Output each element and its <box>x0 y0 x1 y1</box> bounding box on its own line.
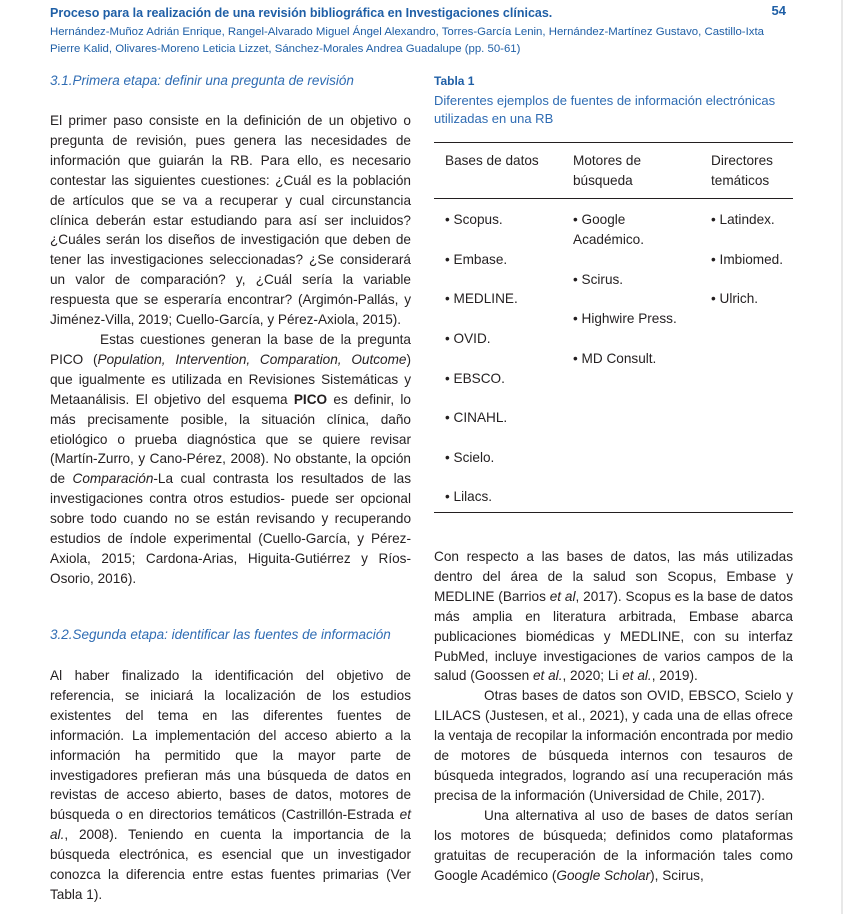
table-cell: • Scielo. <box>445 450 495 465</box>
table-cell: • Imbiomed. <box>711 252 783 267</box>
table-header-rule <box>434 198 793 199</box>
table-cell: • Embase. <box>445 252 508 267</box>
table-top-rule <box>434 142 793 143</box>
section-heading-1: 3.1.Primera etapa: definir una pregunta de revisión <box>50 73 354 88</box>
table-bottom-rule <box>434 512 793 513</box>
right-column-text <box>434 547 793 885</box>
paragraph: Con respecto a las bases de datos, las más utilizadas dentro del área de la salud son Scopus, Embase y MEDLINE (Barrios et al, 2017). Scopus es la base de datos más amplia en literatura arbitrada, Embase abarca publicaciones biomédicas y MEDLINE, con su interfaz PubMed, incluye investigaciones de varios campos de la salud (Goossen et al., 2020; Li et al., 2019). <box>434 549 793 684</box>
table-cell: • OVID. <box>445 331 491 346</box>
paragraph: Una alternativa al uso de bases de datos serían los motores de búsqueda; definidos como plataformas gratuitas de recuperación de la información tales como Google Académico (Google Scholar), Scirus, <box>434 807 793 883</box>
running-header-authors: Hernández-Muñoz Adrián Enrique, Rangel-Alvarado Miguel Ángel Alexandro, Torres-García Lenin, Hernández-Martínez Gustavo, Castillo-Ixta Pierre Kalid, Olivares-Moreno Leticia Lizzet, Sánchez-Morales Andrea Guadalupe (pp. 50-61) <box>50 26 764 55</box>
running-header-title: Proceso para la realización de una revisión bibliográfica en Investigaciones clínicas. <box>50 6 553 20</box>
table-label: Tabla 1 <box>434 74 475 88</box>
table-cell: • Scopus. <box>445 212 503 227</box>
table-caption: Diferentes ejemplos de fuentes de información electrónicas utilizadas en una RB <box>434 93 776 126</box>
table-header-cell: Directores temáticos <box>711 153 773 188</box>
table-cell: • Google Académico. <box>573 212 645 247</box>
table-header-cell: Motores de búsqueda <box>573 153 642 188</box>
paragraph: Al haber finalizado la identificación del objetivo de referencia, se iniciará la localización de los estudios existentes del tema en las diferentes fuentes de información. La implementación del acceso abierto a la información ha permitido que la mayor parte de investigadores prefieran más una búsqueda de datos en revistas de acceso abierto, bases de datos, motores de búsqueda o en directorios temáticos (Castrillón-Estrada et al., 2008). Teniendo en cuenta la importancia de la búsqueda electrónica, es esencial que un investigador conozca la diferencia entre estas fuentes primarias (Ver Tabla 1). <box>50 668 411 902</box>
table-cell: • Scirus. <box>573 272 624 287</box>
paragraph: Otras bases de datos son OVID, EBSCO, Scielo y LILACS (Justesen, et al., 2021), y cada una de ellas ofrece la ventaja de recopilar la información encontrada por medio de motores de búsqueda internos con tesauros de búsqueda integrados, logrando así una recuperación más precisa de la información (Universidad de Chile, 2017). <box>434 688 793 803</box>
table-cell: • MD Consult. <box>573 351 657 366</box>
left-column-section2 <box>50 666 411 905</box>
paragraph: El primer paso consiste en la definición de un objetivo o pregunta de revisión, pues genera las necesidades de información que guiarán la RB. Para ello, es necesario contestar las siguientes cuestiones: ¿Cuál es la población de artículos que se va a recuperar y cual circunstancia clínica deberán estar estudiando para así ser incluidos? ¿Cuáles serán los diseños de investigación que deben de tener las investigaciones seleccionadas? ¿Se considerará un valor de comparación? y, ¿Cuál sería la variable respuesta que se esperaría encontrar? (Argimón-Pallás, y Jiménez-Villa, 2019; Cuello-García, y Pérez-Axiola, 2015). <box>50 113 411 328</box>
table-cell: • Highwire Press. <box>573 311 677 326</box>
section-heading-2: 3.2.Segunda etapa: identificar las fuentes de información <box>50 627 391 642</box>
page-number: 54 <box>771 3 786 18</box>
table-cell: • CINAHL. <box>445 410 508 425</box>
table-cell: • EBSCO. <box>445 371 505 386</box>
table-cell: • Latindex. <box>711 212 775 227</box>
table-cell: • Lilacs. <box>445 489 493 504</box>
paragraph: Estas cuestiones generan la base de la pregunta PICO (Population, Intervention, Comparation, Outcome) que igualmente es utilizada en Revisiones Sistemáticas y Metaanálisis. El objetivo del esquema PICO es definir, lo más precisamente posible, la situación clínica, daño etiológico o prueba diagnóstica que se quiere revisar (Martín-Zurro, y Cano-Pérez, 2008). No obstante, la opción de Comparación-La cual contrasta los resultados de las investigaciones contra otros estudios- puede ser opcional sobre todo cuando no se están revisando y recuperando estudios de índole experimental (Cuello-García, y Pérez-Axiola, 2015; Cardona-Arias, Higuita-Gutiérrez y Ríos-Osorio, 2016). <box>50 331 411 586</box>
left-column-section1 <box>50 111 411 589</box>
table-cell: • MEDLINE. <box>445 291 518 306</box>
table-header-cell: Bases de datos <box>445 153 539 168</box>
table-cell: • Ulrich. <box>711 291 759 306</box>
